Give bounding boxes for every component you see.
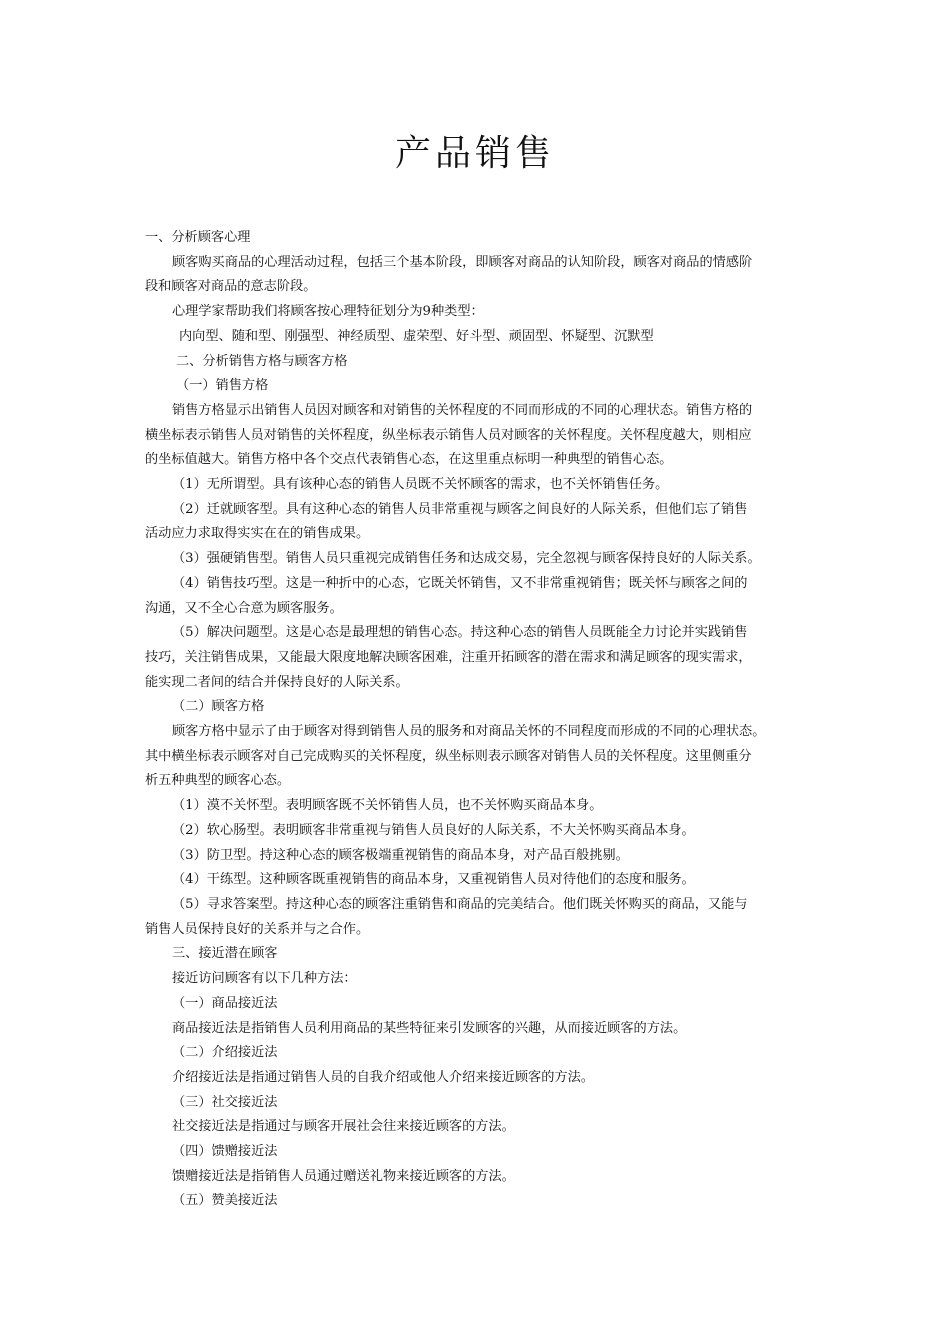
paragraph-line: 的坐标值越大。销售方格中各个交点代表销售心态，在这里重点标明一种典型的销售心态。 xyxy=(145,452,673,468)
paragraph-line: 销售人员保持良好的关系并与之合作。 xyxy=(145,921,370,937)
list-item: （2）软心肠型。表明顾客非常重视与销售人员良好的人际关系，不大关怀购买商品本身。 xyxy=(172,822,695,838)
paragraph-line: 商品接近法是指销售人员利用商品的某些特征来引发顾客的兴趣，从而接近顾客的方法。 xyxy=(172,1020,687,1036)
list-item: （2）迁就顾客型。具有这种心态的销售人员非常重视与顾客之间良好的人际关系，但他们忘了销售 xyxy=(172,501,748,517)
subsection-heading: （三）社交接近法 xyxy=(172,1094,278,1110)
paragraph-line: 段和顾客对商品的意志阶段。 xyxy=(145,279,317,295)
list-item: （3）防卫型。持这种心态的顾客极端重视销售的商品本身，对产品百般挑剔。 xyxy=(172,847,629,863)
paragraph-line: 馈赠接近法是指销售人员通过赠送礼物来接近顾客的方法。 xyxy=(172,1168,515,1184)
subsection-heading: （四）馈赠接近法 xyxy=(172,1144,278,1160)
paragraph-line: 析五种典型的顾客心态。 xyxy=(145,773,291,789)
paragraph-line: 横坐标表示销售人员对销售的关怀程度，纵坐标表示销售人员对顾客的关怀程度。关怀程度越大，则相应 xyxy=(145,427,752,443)
list-item: （4）销售技巧型。这是一种折中的心态，它既关怀销售，又不非常重视销售；既关怀与顾客之间的 xyxy=(172,575,748,591)
list-item: （1）漠不关怀型。表明顾客既不关怀销售人员，也不关怀购买商品本身。 xyxy=(172,798,603,814)
subsection-heading: （一）销售方格 xyxy=(176,378,269,394)
subsection-heading: （一）商品接近法 xyxy=(172,995,278,1011)
list-item: （4）干练型。这种顾客既重视销售的商品本身，又重视销售人员对待他们的态度和服务。 xyxy=(172,872,695,888)
page-title: 产品销售 xyxy=(394,133,555,174)
list-item: （3）强硬销售型。销售人员只重视完成销售任务和达成交易，完全忽视与顾客保持良好的人际关系。 xyxy=(172,551,761,567)
subsection-heading: （二）介绍接近法 xyxy=(172,1045,278,1061)
paragraph-line: 其中横坐标表示顾客对自己完成购买的关怀程度，纵坐标则表示顾客对销售人员的关怀程度。这里侧重分 xyxy=(145,748,752,764)
paragraph-line: 介绍接近法是指通过销售人员的自我介绍或他人介绍来接近顾客的方法。 xyxy=(172,1069,594,1085)
paragraph-line: 社交接近法是指通过与顾客开展社会往来接近顾客的方法。 xyxy=(172,1119,515,1135)
paragraph-line: 顾客购买商品的心理活动过程，包括三个基本阶段，即顾客对商品的认知阶段，顾客对商品的情感阶 xyxy=(172,254,753,270)
list-item: （5）寻求答案型。持这种心态的顾客注重销售和商品的完美结合。他们既关怀购买的商品，又能与 xyxy=(172,896,748,912)
paragraph-line: 活动应力求取得实实在在的销售成果。 xyxy=(145,526,370,542)
list-item: （5）解决问题型。这是心态是最理想的销售心态。持这种心态的销售人员既能全力讨论并实践销售 xyxy=(172,625,748,641)
document-body xyxy=(145,226,805,1214)
paragraph-line: 能实现二者间的结合并保持良好的人际关系。 xyxy=(145,674,409,690)
paragraph-line: 销售方格显示出销售人员因对顾客和对销售的关怀程度的不同而形成的不同的心理状态。销售方格的 xyxy=(172,402,753,418)
paragraph-line: 心理学家帮助我们将顾客按心理特征划分为9种类型： xyxy=(172,304,484,320)
paragraph-line: 技巧，关注销售成果，又能最大限度地解决顾客困难，注重开拓顾客的潜在需求和满足顾客的现实需求， xyxy=(145,649,752,665)
subsection-heading: （二）顾客方格 xyxy=(172,699,265,715)
paragraph-line: 内向型、随和型、刚强型、神经质型、虚荣型、好斗型、顽固型、怀疑型、沉默型 xyxy=(179,328,654,344)
section-heading: 一、分析顾客心理 xyxy=(145,230,251,245)
paragraph-line: 沟通，又不全心合意为顾客服务。 xyxy=(145,600,343,616)
paragraph-line: 顾客方格中显示了由于顾客对得到销售人员的服务和对商品关怀的不同程度而形成的不同的心理状态。 xyxy=(172,724,766,740)
list-item: （1）无所谓型。具有该种心态的销售人员既不关怀顾客的需求，也不关怀销售任务。 xyxy=(172,477,669,493)
section-heading: 三、接近潜在顾客 xyxy=(172,946,278,962)
subsection-heading: （五）赞美接近法 xyxy=(172,1193,278,1209)
paragraph-line: 接近访问顾客有以下几种方法： xyxy=(172,971,357,987)
section-heading: 二、分析销售方格与顾客方格 xyxy=(176,353,348,369)
